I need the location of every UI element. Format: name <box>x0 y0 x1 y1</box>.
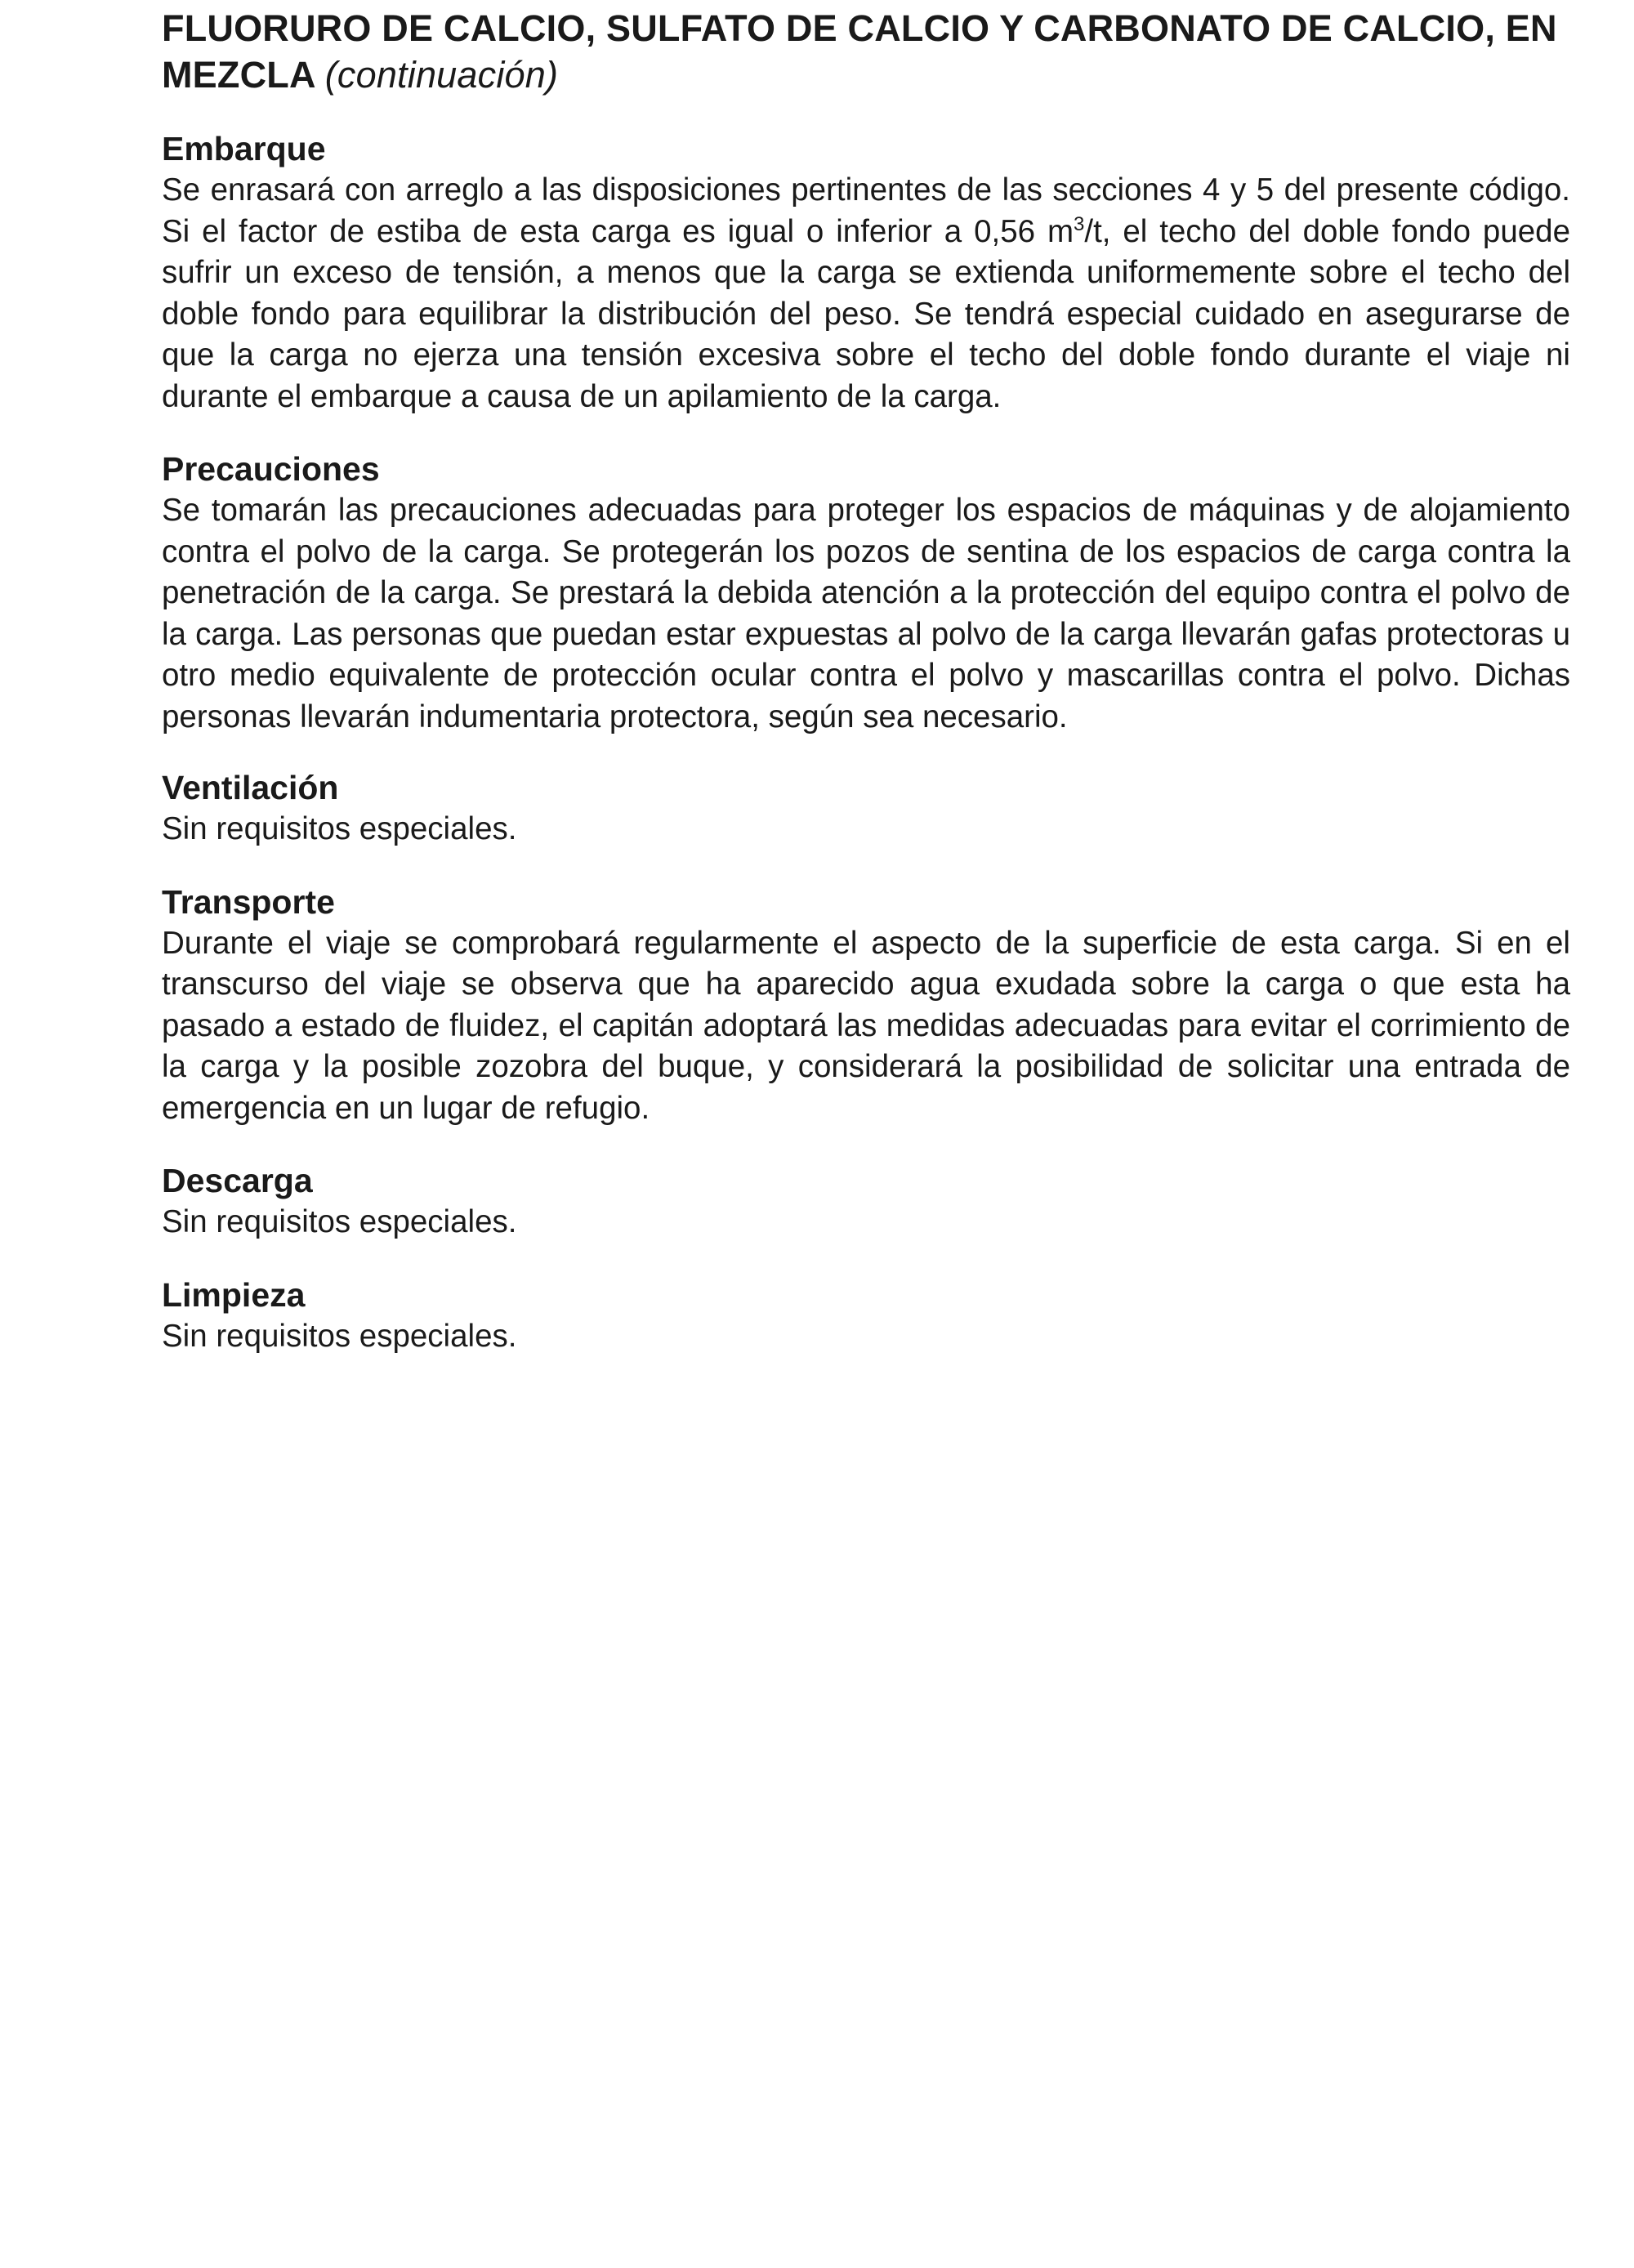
document-page <box>162 0 1570 1357</box>
title-main: FLUORURO DE CALCIO, SULFATO DE CALCIO Y CARBONATO DE CALCIO, EN MEZCLA <box>162 7 1557 96</box>
paragraph-text: /t, el techo del doble fondo puede sufrir un exceso de tensión, a menos que la carga se extienda uniformemente sobre el techo del doble fondo para equilibrar la distribución del peso. Se tendrá especial cuidado en asegurarse de que la carga no ejerza una tensión excesiva sobre el techo del doble fondo durante el viaje ni durante el embarque a causa de un apilamiento de la carga. <box>162 213 1570 414</box>
section-precauciones <box>162 448 1570 738</box>
section-embarque <box>162 127 1570 417</box>
section-paragraph: Durante el viaje se comprobará regularmente el aspecto de la superficie de esta carga. Si en el transcurso del viaje se observa que ha aparecido agua exudada sobre la carga o que esta ha pasado a estado de fluidez, el capitán adoptará las medidas adecuadas para evitar el corrimiento de la carga y la posible zozobra del buque, y considerará la posibilidad de solicitar una entrada de emergencia en un lugar de refugio. <box>162 925 1570 1126</box>
superscript-exponent: 3 <box>1074 212 1085 235</box>
section-paragraph: Se tomarán las precauciones adecuadas para proteger los espacios de máquinas y de alojamiento contra el polvo de la carga. Se protegerán los pozos de sentina de los espacios de carga contra la penetración de la carga. Se prestará la debida atención a la protección del equipo contra el polvo de la carga. Las personas que puedan estar expuestas al polvo de la carga llevarán gafas protectoras u otro medio equivalente de protección ocular contra el polvo y mascarillas contra el polvo. Dichas personas llevarán indumentaria protectora, según sea necesario. <box>162 493 1570 734</box>
section-transporte <box>162 881 1570 1130</box>
document-title <box>162 5 1570 98</box>
section-heading: Embarque <box>162 130 326 167</box>
title-continuation: (continuación) <box>324 54 559 96</box>
section-heading: Precauciones <box>162 450 380 488</box>
section-ventilacion <box>162 766 1570 850</box>
section-heading: Limpieza <box>162 1275 306 1314</box>
section-heading: Transporte <box>162 882 335 921</box>
section-limpieza <box>162 1274 1570 1358</box>
section-paragraph <box>162 170 1570 417</box>
paragraph-text: Se enrasará con arreglo a las disposiciones pertinentes de las secciones 4 y 5 del presente código. Si el factor de estiba de esta carga es igual o inferior a 0,56 m <box>162 172 1570 249</box>
section-paragraph: Sin requisitos especiales. <box>162 1204 517 1239</box>
section-descarga <box>162 1159 1570 1243</box>
section-heading: Descarga <box>162 1162 313 1199</box>
section-paragraph: Sin requisitos especiales. <box>162 1318 517 1354</box>
section-paragraph: Sin requisitos especiales. <box>162 811 517 846</box>
section-heading: Ventilación <box>162 769 339 806</box>
